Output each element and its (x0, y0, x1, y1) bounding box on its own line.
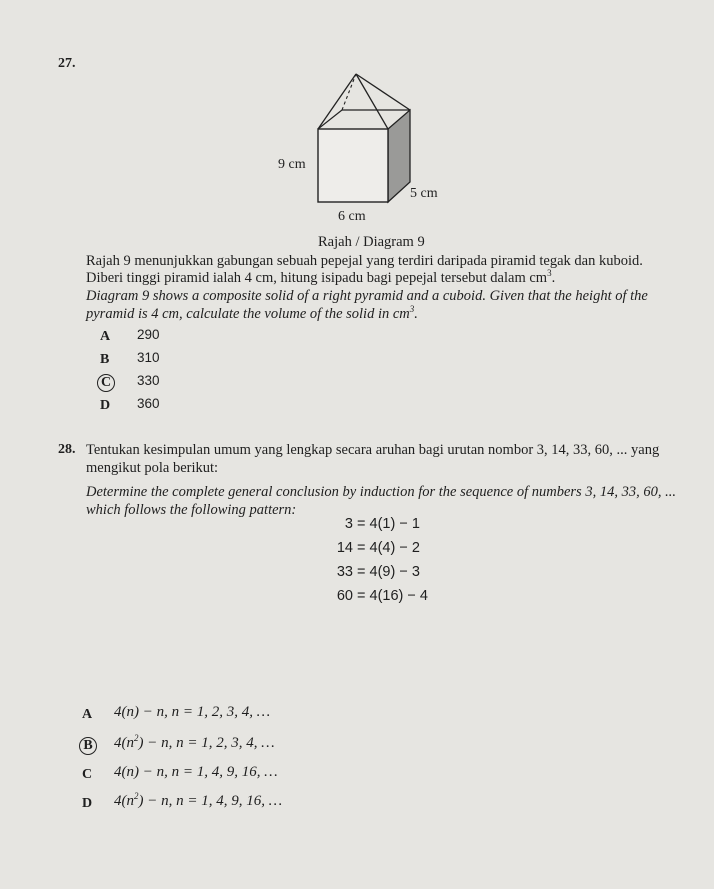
pattern-row: 14 = 4(4) − 2 (336, 540, 420, 556)
q28-option-d[interactable]: D $4(n^2) - n$, n = 1, 4, 9, 16, … (82, 791, 283, 811)
q28-english-line1: Determine the complete general conclusion by induction for the sequence of numbers 3, 14, 33, 60, ... (86, 484, 676, 500)
cuboid-side-face (388, 110, 410, 202)
pattern-row: 3 = 4(1) − 1 (344, 516, 420, 532)
label-width: 6 cm (338, 209, 366, 224)
pyramid-edge (318, 74, 356, 129)
q27-option-b[interactable]: B 310 (100, 350, 160, 367)
label-depth: 5 cm (410, 186, 438, 201)
q27-english-line2: pyramid is 4 cm, calculate the volume of the solid in $cm^3$. (86, 304, 418, 322)
composite-solid-diagram (270, 72, 460, 227)
question-27-number: 27. (58, 56, 76, 71)
pattern-row: 60 = 4(16) − 4 (336, 588, 428, 604)
cuboid-front-face (318, 129, 388, 202)
q28-malay-line2: mengikut pola berikut: (86, 460, 219, 476)
diagram-caption: Rajah / Diagram 9 (318, 234, 425, 250)
q28-english-line2: which follows the following pattern: (86, 502, 297, 518)
q27-option-c[interactable]: C 330 (100, 373, 115, 392)
question-28-number: 28. (58, 442, 76, 457)
pattern-row: 33 = 4(9) − 3 (336, 564, 420, 580)
q28-option-c[interactable]: C 4(n) − n, n = 1, 4, 9, 16, … (82, 764, 278, 782)
q27-option-a[interactable]: A 290 (100, 327, 160, 344)
q28-option-b[interactable]: B $4(n^2) - n$, n = 1, 2, 3, 4, … (82, 736, 97, 755)
q28-option-a[interactable]: A 4(n) − n, n = 1, 2, 3, 4, … (82, 704, 271, 722)
q27-malay-line1: Rajah 9 menunjukkan gabungan sebuah pepejal yang terdiri daripada piramid tegak dan kuboid. (86, 253, 643, 269)
q27-malay-line2: Diberi tinggi piramid ialah 4 cm, hitung isipadu bagi pepejal tersebut dalam $cm^3$. (86, 268, 556, 286)
q27-english-line1: Diagram 9 shows a composite solid of a right pyramid and a cuboid. Given that the height of the (86, 288, 648, 304)
q27-option-d[interactable]: D 360 (100, 396, 160, 413)
q28-malay-line1: Tentukan kesimpulan umum yang lengkap secara aruhan bagi urutan nombor 3, 14, 33, 60, ... yang (86, 442, 660, 458)
label-height: 9 cm (278, 157, 306, 172)
pyramid-edge (356, 74, 410, 110)
pyramid-edge (356, 74, 388, 129)
